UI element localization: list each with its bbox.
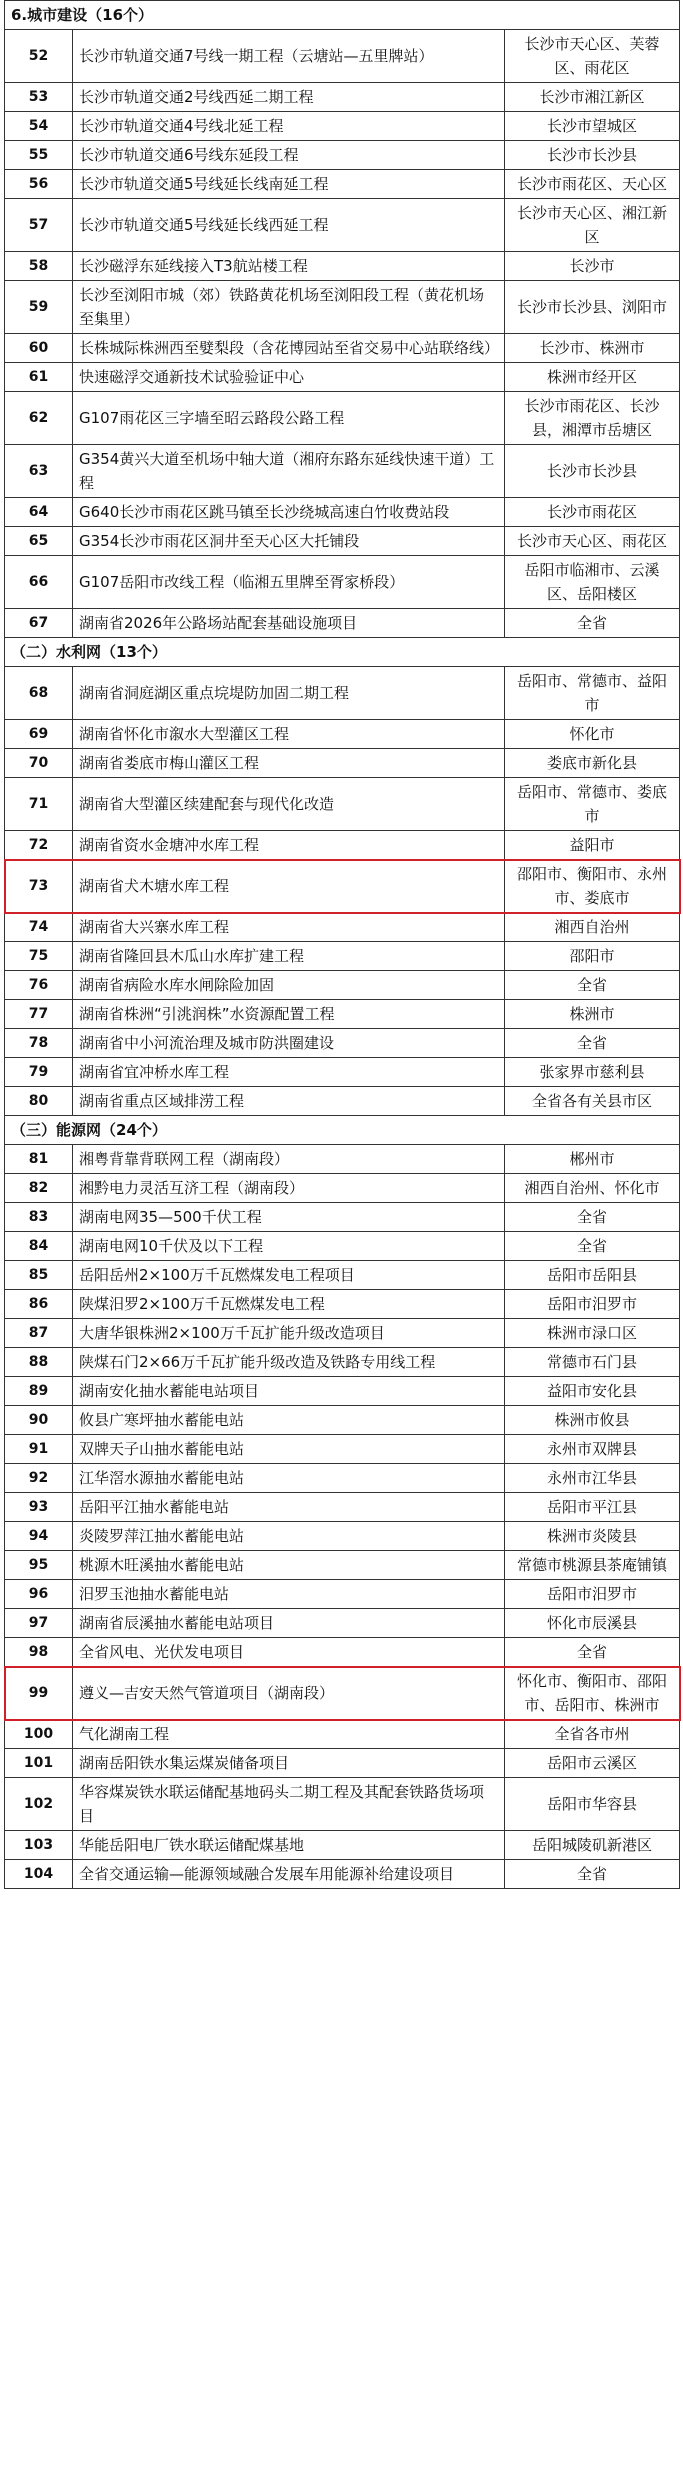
project-name: 湖南省中小河流治理及城市防洪圈建设 [73,1029,505,1058]
project-location: 怀化市 [505,720,680,749]
table-row [5,281,680,334]
row-number: 103 [5,1831,73,1860]
project-name: 岳阳岳州2×100万千瓦燃煤发电工程项目 [73,1261,505,1290]
row-number: 89 [5,1377,73,1406]
project-location: 株洲市炎陵县 [505,1522,680,1551]
table-row [5,1203,680,1232]
project-name: 湖南省2026年公路场站配套基础设施项目 [73,609,505,638]
project-name: 湖南省辰溪抽水蓄能电站项目 [73,1609,505,1638]
project-location: 长沙市长沙县 [505,141,680,170]
table-row [5,252,680,281]
table-row [5,971,680,1000]
row-number: 54 [5,112,73,141]
row-number: 92 [5,1464,73,1493]
project-name: 长沙至浏阳市城（郊）铁路黄花机场至浏阳段工程（黄花机场至集里） [73,281,505,334]
project-location: 常德市石门县 [505,1348,680,1377]
row-number: 72 [5,831,73,860]
project-location: 长沙市天心区、芙蓉区、雨花区 [505,30,680,83]
table-row [5,913,680,942]
table-row [5,334,680,363]
project-name: 华容煤炭铁水联运储配基地码头二期工程及其配套铁路货场项目 [73,1778,505,1831]
table-row [5,1000,680,1029]
table-row [5,1493,680,1522]
project-location: 全省各有关县市区 [505,1087,680,1116]
row-number: 66 [5,556,73,609]
row-number: 71 [5,778,73,831]
table-row [5,498,680,527]
project-location: 岳阳市华容县 [505,1778,680,1831]
project-name: 湖南安化抽水蓄能电站项目 [73,1377,505,1406]
project-name: 湖南岳阳铁水集运煤炭储备项目 [73,1749,505,1778]
project-location: 长沙市湘江新区 [505,83,680,112]
project-name: 湘黔电力灵活互济工程（湖南段） [73,1174,505,1203]
row-number: 67 [5,609,73,638]
project-location: 株洲市渌口区 [505,1319,680,1348]
row-number: 95 [5,1551,73,1580]
project-name: 长株城际株洲西至嬖梨段（含花博园站至省交易中心站联络线） [73,334,505,363]
project-table-body [5,1,680,1889]
project-name: G107雨花区三字墙至昭云路段公路工程 [73,392,505,445]
table-row [5,1261,680,1290]
project-location: 怀化市、衡阳市、邵阳市、岳阳市、株洲市 [505,1667,680,1720]
project-location: 株洲市 [505,1000,680,1029]
project-name: 湖南省洞庭湖区重点垸堤防加固二期工程 [73,667,505,720]
project-location: 益阳市 [505,831,680,860]
project-location: 岳阳市平江县 [505,1493,680,1522]
table-row [5,1029,680,1058]
row-number: 98 [5,1638,73,1667]
row-number: 76 [5,971,73,1000]
table-row [5,1319,680,1348]
project-name: 湖南省隆回县木瓜山水库扩建工程 [73,942,505,971]
project-location: 长沙市雨花区、长沙县，湘潭市岳塘区 [505,392,680,445]
project-location: 怀化市辰溪县 [505,1609,680,1638]
row-number: 61 [5,363,73,392]
section-header-row [5,1116,680,1145]
project-location: 全省 [505,1029,680,1058]
table-row [5,1580,680,1609]
project-name: G107岳阳市改线工程（临湘五里牌至胥家桥段） [73,556,505,609]
row-number: 55 [5,141,73,170]
project-name: 陕煤汨罗2×100万千瓦燃煤发电工程 [73,1290,505,1319]
row-number: 102 [5,1778,73,1831]
project-name: 桃源木旺溪抽水蓄能电站 [73,1551,505,1580]
row-number: 81 [5,1145,73,1174]
project-location: 岳阳市、常德市、益阳市 [505,667,680,720]
table-row [5,1609,680,1638]
project-name: G354长沙市雨花区洞井至天心区大托铺段 [73,527,505,556]
table-row [5,1174,680,1203]
project-name: 湖南电网10千伏及以下工程 [73,1232,505,1261]
project-name: G354黄兴大道至机场中轴大道（湘府东路东延线快速干道）工程 [73,445,505,498]
project-location: 长沙市 [505,252,680,281]
project-location: 永州市江华县 [505,1464,680,1493]
table-row [5,831,680,860]
table-row [5,749,680,778]
section-header-row [5,638,680,667]
table-row [5,141,680,170]
row-number: 75 [5,942,73,971]
table-row [5,445,680,498]
row-number: 83 [5,1203,73,1232]
project-location: 全省 [505,1232,680,1261]
project-location: 岳阳市汨罗市 [505,1290,680,1319]
project-name: 湖南省娄底市梅山灌区工程 [73,749,505,778]
row-number: 60 [5,334,73,363]
project-location: 全省各市州 [505,1720,680,1749]
row-number: 87 [5,1319,73,1348]
section-title: （二）水利网（13个） [5,638,680,667]
project-location: 长沙市雨花区 [505,498,680,527]
row-number: 91 [5,1435,73,1464]
table-row [5,1667,680,1720]
section-header-row [5,1,680,30]
row-number: 58 [5,252,73,281]
row-number: 70 [5,749,73,778]
project-location: 长沙市天心区、雨花区 [505,527,680,556]
project-name: 大唐华银株洲2×100万千瓦扩能升级改造项目 [73,1319,505,1348]
row-number: 52 [5,30,73,83]
project-location: 岳阳市汨罗市 [505,1580,680,1609]
table-row [5,1087,680,1116]
project-location: 张家界市慈利县 [505,1058,680,1087]
project-name: 湖南省宜冲桥水库工程 [73,1058,505,1087]
project-name: 汨罗玉池抽水蓄能电站 [73,1580,505,1609]
row-number: 62 [5,392,73,445]
project-name: 湖南省资水金塘冲水库工程 [73,831,505,860]
table-row [5,1551,680,1580]
project-name: 华能岳阳电厂铁水联运储配煤基地 [73,1831,505,1860]
project-location: 长沙市长沙县、浏阳市 [505,281,680,334]
row-number: 56 [5,170,73,199]
project-name: 长沙磁浮东延线接入T3航站楼工程 [73,252,505,281]
row-number: 64 [5,498,73,527]
table-row [5,1406,680,1435]
row-number: 78 [5,1029,73,1058]
row-number: 79 [5,1058,73,1087]
project-location: 全省 [505,1860,680,1889]
project-name: 湖南省重点区域排涝工程 [73,1087,505,1116]
section-title: （三）能源网（24个） [5,1116,680,1145]
row-number: 74 [5,913,73,942]
row-number: 57 [5,199,73,252]
row-number: 101 [5,1749,73,1778]
project-name: 快速磁浮交通新技术试验验证中心 [73,363,505,392]
table-row [5,30,680,83]
row-number: 96 [5,1580,73,1609]
project-location: 岳阳市云溪区 [505,1749,680,1778]
project-location: 株洲市攸县 [505,1406,680,1435]
table-row [5,527,680,556]
project-location: 邵阳市、衡阳市、永州市、娄底市 [505,860,680,913]
row-number: 59 [5,281,73,334]
project-location: 长沙市、株洲市 [505,334,680,363]
project-location: 岳阳城陵矶新港区 [505,1831,680,1860]
table-row [5,1464,680,1493]
project-location: 益阳市安化县 [505,1377,680,1406]
row-number: 65 [5,527,73,556]
table-row [5,1232,680,1261]
table-row [5,112,680,141]
project-name: 长沙市轨道交通4号线北延工程 [73,112,505,141]
table-row [5,609,680,638]
table-row [5,1749,680,1778]
row-number: 63 [5,445,73,498]
project-name: 炎陵罗萍江抽水蓄能电站 [73,1522,505,1551]
project-name: 湖南电网35—500千伏工程 [73,1203,505,1232]
project-location: 长沙市望城区 [505,112,680,141]
project-location: 娄底市新化县 [505,749,680,778]
row-number: 104 [5,1860,73,1889]
project-name: 湖南省大型灌区续建配套与现代化改造 [73,778,505,831]
project-location: 全省 [505,1638,680,1667]
table-row [5,1058,680,1087]
project-name: 全省风电、光伏发电项目 [73,1638,505,1667]
table-row [5,83,680,112]
table-row [5,1290,680,1319]
project-name: 长沙市轨道交通7号线一期工程（云塘站—五里牌站） [73,30,505,83]
project-location: 湘西自治州 [505,913,680,942]
project-location: 岳阳市临湘市、云溪区、岳阳楼区 [505,556,680,609]
project-location: 邵阳市 [505,942,680,971]
row-number: 73 [5,860,73,913]
project-location: 全省 [505,609,680,638]
project-name: 长沙市轨道交通2号线西延二期工程 [73,83,505,112]
table-row [5,1860,680,1889]
project-name: 长沙市轨道交通5号线延长线西延工程 [73,199,505,252]
table-row [5,667,680,720]
row-number: 88 [5,1348,73,1377]
project-location: 郴州市 [505,1145,680,1174]
project-location: 长沙市雨花区、天心区 [505,170,680,199]
project-location: 全省 [505,971,680,1000]
row-number: 94 [5,1522,73,1551]
project-name: 湖南省怀化市溆水大型灌区工程 [73,720,505,749]
row-number: 93 [5,1493,73,1522]
project-name: 湖南省病险水库水闸除险加固 [73,971,505,1000]
table-row [5,170,680,199]
project-name: 陕煤石门2×66万千瓦扩能升级改造及铁路专用线工程 [73,1348,505,1377]
table-row [5,199,680,252]
project-name: 遵义—吉安天然气管道项目（湖南段） [73,1667,505,1720]
project-name: 湖南省犬木塘水库工程 [73,860,505,913]
table-row [5,1522,680,1551]
row-number: 99 [5,1667,73,1720]
project-name: 攸县广寒坪抽水蓄能电站 [73,1406,505,1435]
row-number: 53 [5,83,73,112]
project-name: 江华滘水源抽水蓄能电站 [73,1464,505,1493]
project-location: 株洲市经开区 [505,363,680,392]
row-number: 84 [5,1232,73,1261]
project-name: 湖南省株洲“引洮润株”水资源配置工程 [73,1000,505,1029]
table-row [5,1720,680,1749]
row-number: 90 [5,1406,73,1435]
table-row [5,720,680,749]
row-number: 80 [5,1087,73,1116]
table-row [5,1778,680,1831]
table-row [5,1831,680,1860]
table-row [5,1638,680,1667]
row-number: 69 [5,720,73,749]
project-table [4,0,680,1889]
project-name: 湘粤背靠背联网工程（湖南段） [73,1145,505,1174]
project-location: 常德市桃源县茶庵铺镇 [505,1551,680,1580]
table-row [5,942,680,971]
table-row [5,363,680,392]
row-number: 68 [5,667,73,720]
project-location: 湘西自治州、怀化市 [505,1174,680,1203]
project-name: 气化湖南工程 [73,1720,505,1749]
project-name: 湖南省大兴寨水库工程 [73,913,505,942]
project-location: 永州市双牌县 [505,1435,680,1464]
row-number: 85 [5,1261,73,1290]
project-location: 岳阳市、常德市、娄底市 [505,778,680,831]
row-number: 77 [5,1000,73,1029]
table-row [5,1377,680,1406]
project-name: 全省交通运输—能源领域融合发展车用能源补给建设项目 [73,1860,505,1889]
project-name: G640长沙市雨花区跳马镇至长沙绕城高速白竹收费站段 [73,498,505,527]
project-location: 长沙市天心区、湘江新区 [505,199,680,252]
table-row [5,556,680,609]
table-row [5,1435,680,1464]
table-row [5,778,680,831]
row-number: 100 [5,1720,73,1749]
table-row [5,1348,680,1377]
table-row [5,1145,680,1174]
project-location: 长沙市长沙县 [505,445,680,498]
table-row [5,860,680,913]
row-number: 86 [5,1290,73,1319]
project-name: 长沙市轨道交通6号线东延段工程 [73,141,505,170]
table-row [5,392,680,445]
project-name: 岳阳平江抽水蓄能电站 [73,1493,505,1522]
section-title: 6.城市建设（16个） [5,1,680,30]
project-name: 长沙市轨道交通5号线延长线南延工程 [73,170,505,199]
project-location: 岳阳市岳阳县 [505,1261,680,1290]
project-name: 双牌天子山抽水蓄能电站 [73,1435,505,1464]
row-number: 82 [5,1174,73,1203]
project-location: 全省 [505,1203,680,1232]
row-number: 97 [5,1609,73,1638]
